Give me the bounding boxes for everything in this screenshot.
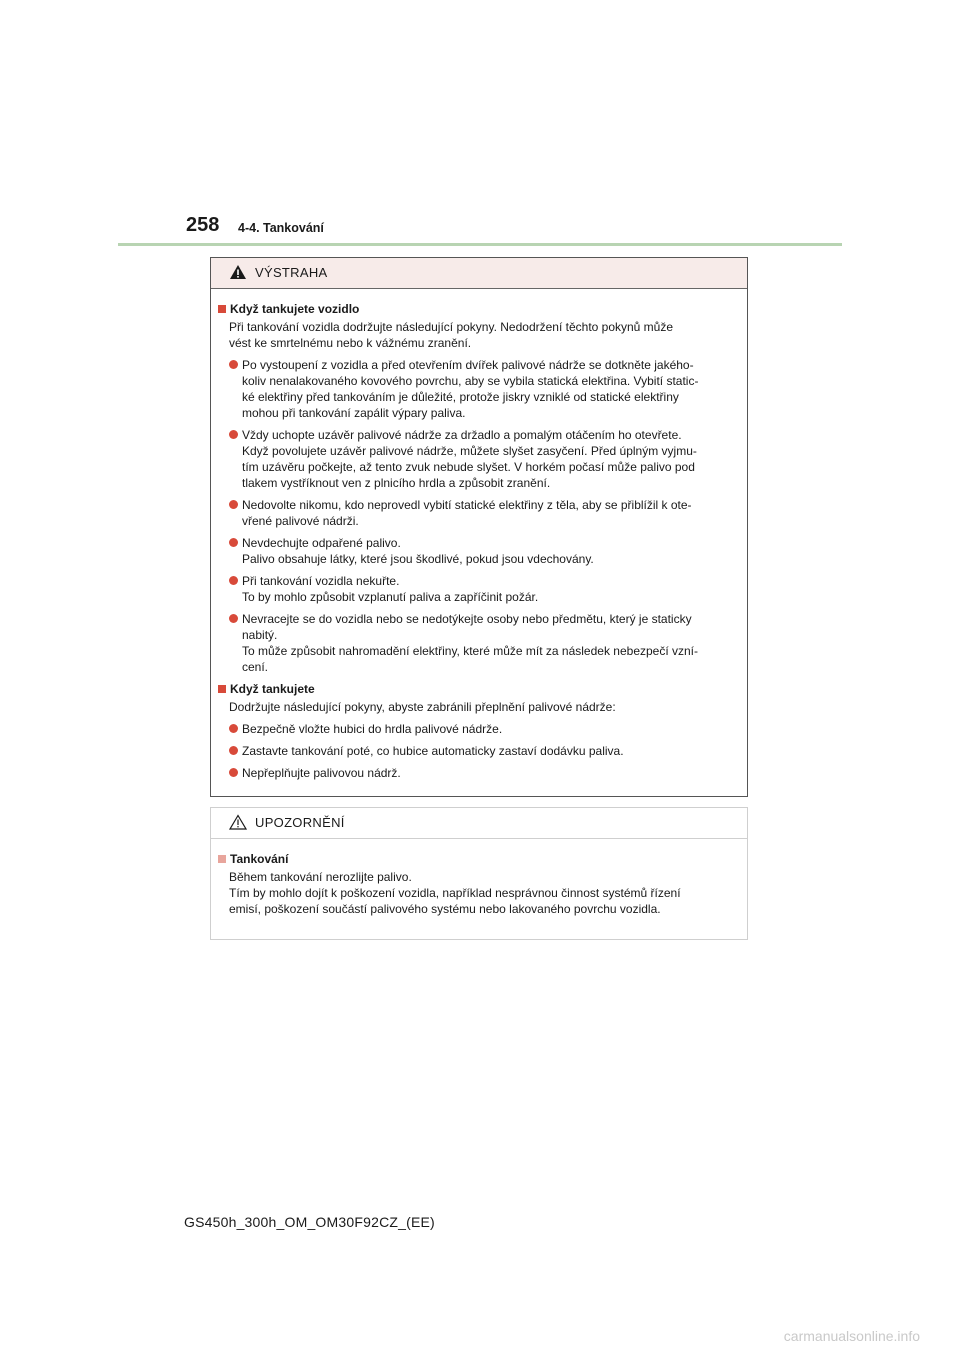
text-line: emisí, poškození součástí palivového systému nebo lakovaného povrchu vozidla. xyxy=(229,902,661,916)
square-bullet-icon xyxy=(218,855,226,863)
warning-label: VÝSTRAHA xyxy=(255,265,328,280)
text-line: Nevdechujte odpařené palivo. xyxy=(242,536,401,550)
text-line: mohou při tankování zapálit výpary paliva. xyxy=(242,406,466,420)
section-heading xyxy=(218,681,741,697)
text-line: cení. xyxy=(242,660,269,674)
list-item xyxy=(218,357,741,421)
text-line: vést ke smrtelnému nebo k vážnému zranění. xyxy=(229,336,472,350)
caution-header xyxy=(211,808,747,839)
warning-content xyxy=(211,289,747,781)
text-line: Dodržujte následující pokyny, abyste zabránili přeplnění palivové nádrže: xyxy=(229,700,616,714)
bullet-dot-icon xyxy=(229,500,238,509)
list-item xyxy=(218,721,741,737)
bullet-dot-icon xyxy=(229,614,238,623)
document-code: GS450h_300h_OM_OM30F92CZ_(EE) xyxy=(184,1214,435,1230)
paragraph xyxy=(218,869,741,917)
text-line: Během tankování nerozlijte palivo. xyxy=(229,870,412,884)
text-line: Bezpečně vložte hubici do hrdla palivové nádrže. xyxy=(242,722,503,736)
text-line: koliv nenalakovaného kovového povrchu, aby se vybila statická elektřina. Vybití static- xyxy=(242,374,699,388)
section-heading xyxy=(218,301,741,317)
list-item xyxy=(218,743,741,759)
bullet-dot-icon xyxy=(229,360,238,369)
bullet-dot-icon xyxy=(229,538,238,547)
text-line: tlakem vystříknout ven z plnicího hrdla a způsobit zranění. xyxy=(242,476,551,490)
caution-content xyxy=(211,839,747,917)
page-number: 258 xyxy=(186,214,220,236)
list-item xyxy=(218,611,741,675)
text-line: nabitý. xyxy=(242,628,278,642)
heading-text: Když tankujete vozidlo xyxy=(230,302,360,316)
caution-label: UPOZORNĚNÍ xyxy=(255,815,345,830)
square-bullet-icon xyxy=(218,305,226,313)
header-rule xyxy=(118,243,842,246)
text-line: Při tankování vozidla nekuřte. xyxy=(242,574,400,588)
warning-box xyxy=(210,257,748,797)
list-item xyxy=(218,497,741,529)
caution-box xyxy=(210,807,748,940)
list-item xyxy=(218,765,741,781)
text-line: Nepřeplňujte palivovou nádrž. xyxy=(242,766,401,780)
warning-triangle-icon xyxy=(229,264,247,280)
heading-text: Tankování xyxy=(230,852,289,866)
text-line: To by mohlo způsobit vzplanutí paliva a zapříčinit požár. xyxy=(242,590,539,604)
text-line: tím uzávěru počkejte, až tento zvuk nebude slyšet. V horkém počasí může palivo pod xyxy=(242,460,695,474)
text-line: Po vystoupení z vozidla a před otevřením dvířek palivové nádrže se dotkněte jakého- xyxy=(242,358,694,372)
watermark: carmanualsonline.info xyxy=(783,1328,920,1344)
text-line: ké elektřiny před tankováním je důležité, protože jiskry vzniklé od statické elektřiny xyxy=(242,390,679,404)
page-header xyxy=(118,214,842,246)
bullet-dot-icon xyxy=(229,724,238,733)
list-item xyxy=(218,427,741,491)
heading-text: Když tankujete xyxy=(230,682,315,696)
warning-header xyxy=(211,258,747,289)
text-line: vřené palivové nádrži. xyxy=(242,514,359,528)
text-line: Při tankování vozidla dodržujte následující pokyny. Nedodržení těchto pokynů může xyxy=(229,320,674,334)
text-line: Když povolujete uzávěr palivové nádrže, můžete slyšet zasyčení. Před úplným vyjmu- xyxy=(242,444,697,458)
text-line: Palivo obsahuje látky, které jsou škodlivé, pokud jsou vdechovány. xyxy=(242,552,594,566)
bullet-dot-icon xyxy=(229,746,238,755)
paragraph xyxy=(218,699,741,715)
bullet-dot-icon xyxy=(229,576,238,585)
text-line: Nedovolte nikomu, kdo neprovedl vybití statické elektřiny z těla, aby se přiblížil k ote- xyxy=(242,498,692,512)
bullet-dot-icon xyxy=(229,768,238,777)
list-item xyxy=(218,535,741,567)
text-line: Nevracejte se do vozidla nebo se nedotýkejte osoby nebo předmětu, který je staticky xyxy=(242,612,692,626)
section-heading xyxy=(218,851,741,867)
text-line: To může způsobit nahromadění elektřiny, které může mít za následek nebezpečí vzní- xyxy=(242,644,699,658)
bullet-dot-icon xyxy=(229,430,238,439)
text-line: Tím by mohlo dojít k poškození vozidla, například nesprávnou činnost systémů řízení xyxy=(229,886,681,900)
paragraph xyxy=(218,319,741,351)
section-title: 4-4. Tankování xyxy=(238,221,324,235)
text-line: Zastavte tankování poté, co hubice automaticky zastaví dodávku paliva. xyxy=(242,744,624,758)
text-line: Vždy uchopte uzávěr palivové nádrže za držadlo a pomalým otáčením ho otevřete. xyxy=(242,428,682,442)
list-item xyxy=(218,573,741,605)
square-bullet-icon xyxy=(218,685,226,693)
caution-triangle-icon xyxy=(229,814,247,830)
